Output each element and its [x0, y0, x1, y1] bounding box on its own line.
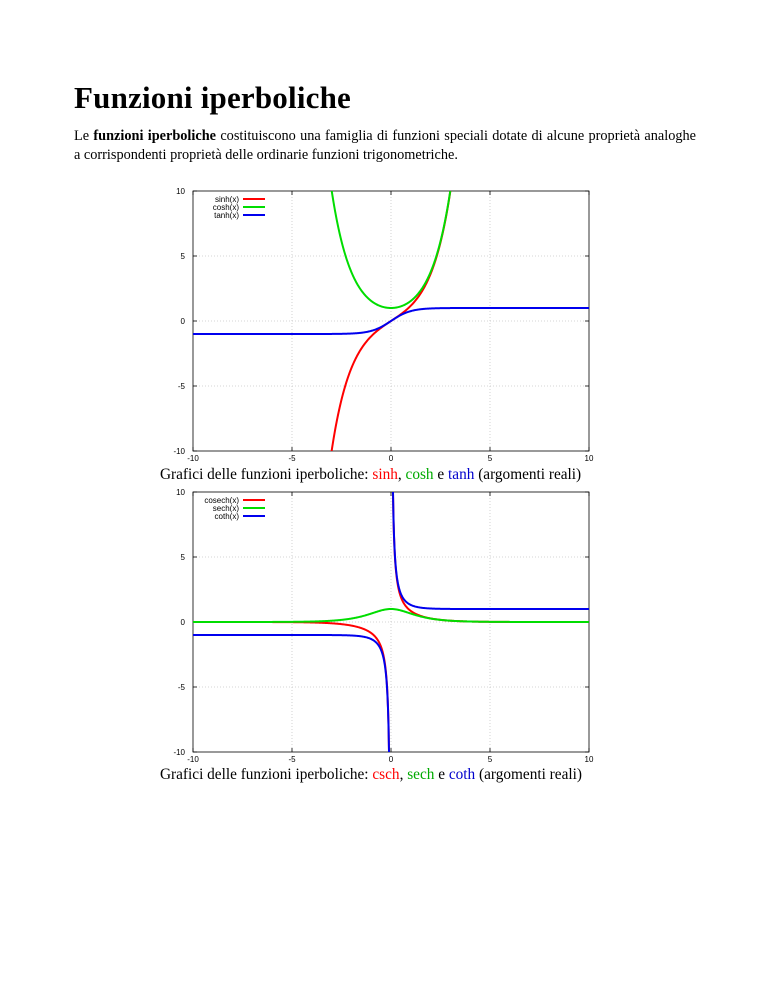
caption-1-sinh: sinh — [372, 466, 398, 483]
caption-2-coth: coth — [448, 766, 476, 783]
caption-1-suffix: (argomenti reali) — [474, 466, 582, 483]
x-tick-label: 5 — [487, 454, 493, 463]
caption-2-sep1: , — [399, 766, 408, 783]
caption-1-tanh: tanh — [448, 466, 475, 483]
y-tick-label: -10 — [173, 748, 185, 757]
y-tick-label: 10 — [176, 187, 185, 196]
legend-label-sech: sech(x) — [212, 504, 239, 513]
x-tick-label: 5 — [487, 755, 493, 764]
caption-1-sep2: e — [433, 466, 449, 483]
caption-2-sech: sech — [407, 766, 435, 783]
caption-1-sep1: , — [397, 466, 406, 483]
caption-1-prefix: Grafici delle funzioni iperboliche: — [160, 466, 373, 483]
caption-2-prefix: Grafici delle funzioni iperboliche: — [160, 766, 373, 783]
page-title: Funzioni iperboliche — [74, 80, 351, 115]
caption-2-suffix: (argomenti reali) — [475, 766, 582, 783]
intro-paragraph — [74, 127, 696, 165]
caption-1-cosh: cosh — [405, 466, 434, 483]
intro-text-end: costituiscono una famiglia di funzioni speciali dotate di alcune proprietà analoghe a corrispondenti proprietà delle ordinarie funzioni trigonometriche. — [74, 128, 696, 163]
x-tick-label: -10 — [187, 454, 199, 463]
legend-label-csch: cosech(x) — [204, 496, 239, 505]
chart-2-plot — [148, 483, 596, 765]
chart-sinh-cosh-tanh — [148, 182, 596, 464]
series-line-csch — [193, 622, 391, 994]
y-tick-label: 5 — [180, 252, 185, 261]
x-tick-label: -10 — [187, 755, 199, 764]
x-tick-label: 0 — [388, 454, 394, 463]
caption-2-csch: csch — [372, 766, 400, 783]
intro-text-start: Le — [74, 128, 94, 144]
x-tick-label: -5 — [288, 454, 296, 463]
legend-label-coth: coth(x) — [214, 512, 239, 521]
chart-1-plot — [148, 182, 596, 464]
y-tick-label: 5 — [180, 553, 185, 562]
legend-label-tanh: tanh(x) — [214, 211, 239, 220]
series-line-coth — [193, 635, 391, 994]
chart-csch-sech-coth — [148, 483, 596, 765]
legend-label-sinh: sinh(x) — [214, 195, 239, 204]
x-tick-label: -5 — [288, 755, 296, 764]
y-tick-label: 10 — [176, 488, 185, 497]
x-tick-label: 10 — [584, 454, 594, 463]
caption-figure-1 — [160, 465, 581, 484]
y-tick-label: -10 — [173, 447, 185, 456]
y-tick-label: 0 — [180, 618, 185, 627]
y-tick-label: -5 — [177, 382, 185, 391]
legend-label-cosh: cosh(x) — [212, 203, 239, 212]
caption-2-sep2: e — [434, 766, 449, 783]
y-tick-label: -5 — [177, 683, 185, 692]
x-tick-label: 0 — [388, 755, 394, 764]
intro-bold-term: funzioni iperboliche — [93, 128, 217, 144]
caption-figure-2 — [160, 765, 582, 784]
y-tick-label: 0 — [180, 317, 185, 326]
x-tick-label: 10 — [584, 755, 594, 764]
